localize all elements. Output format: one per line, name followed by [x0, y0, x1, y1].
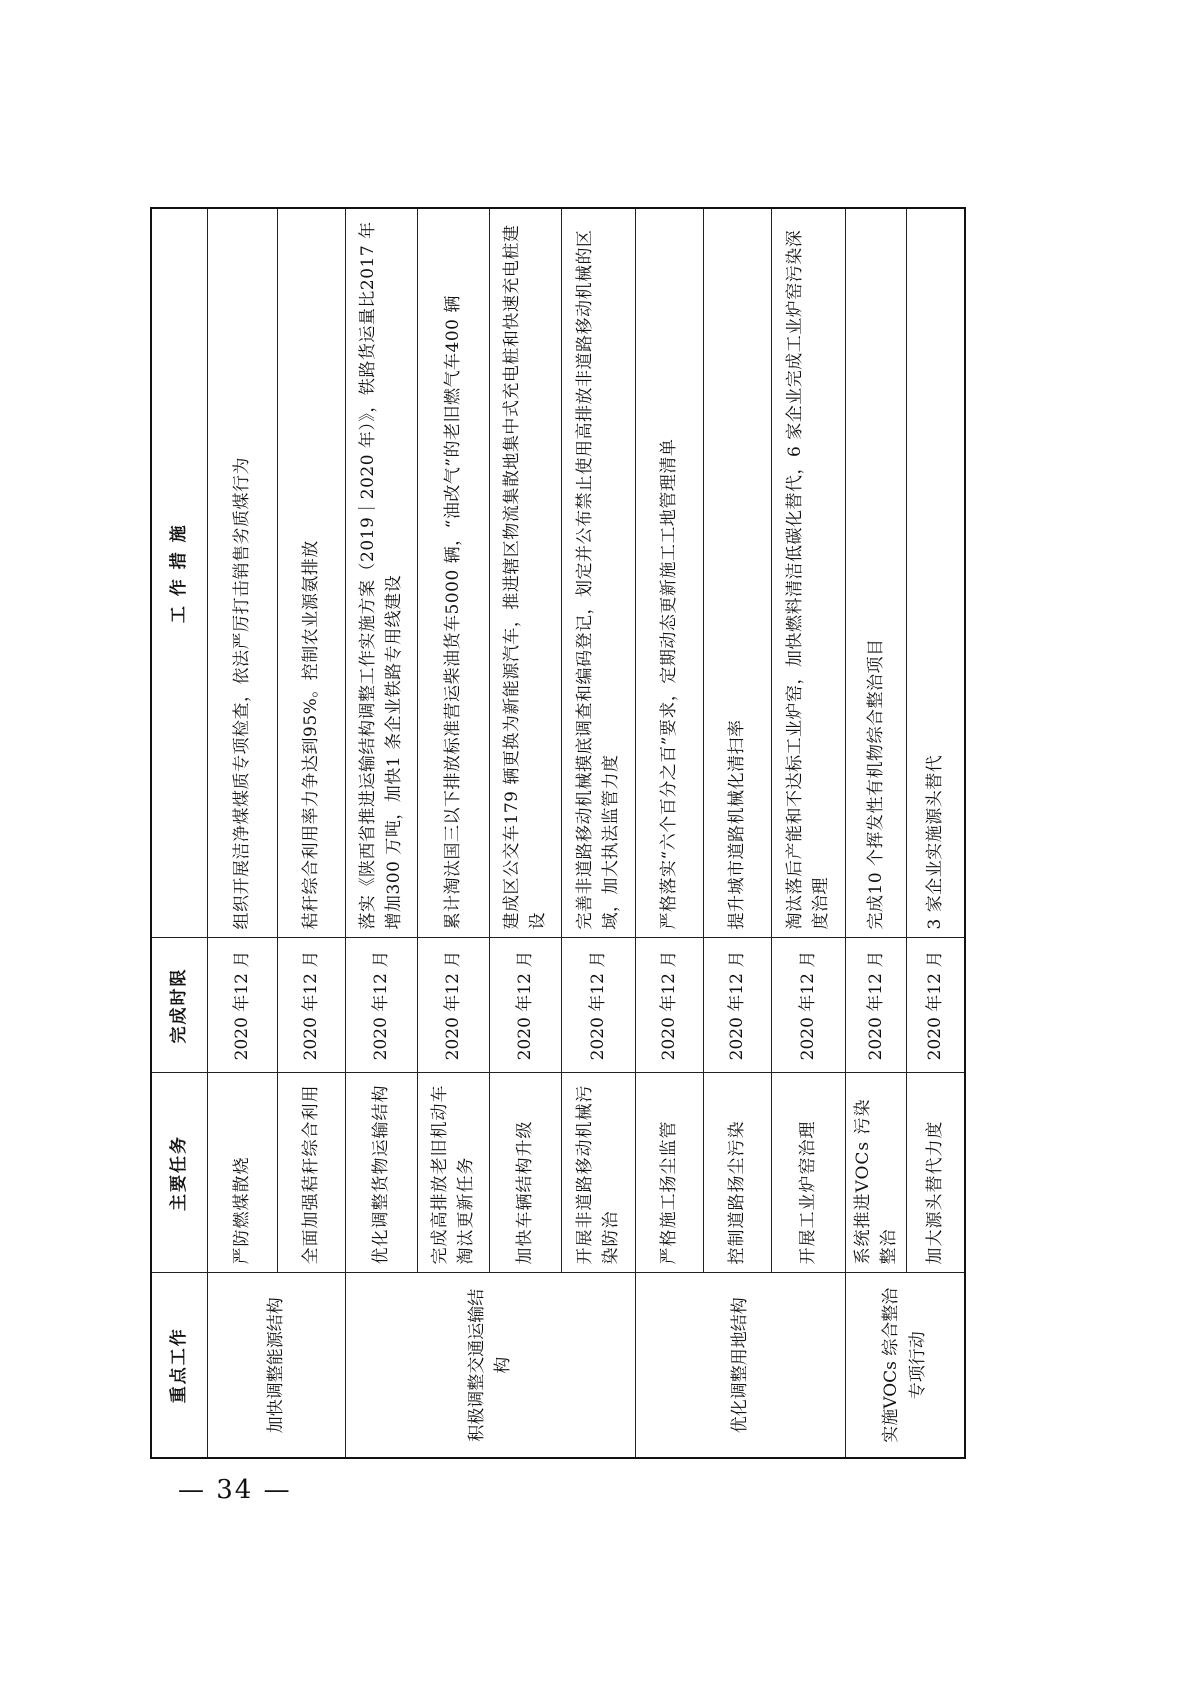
deadline-cell: 2020 年12 月: [277, 938, 345, 1073]
measure-cell: 建成区公交车179 辆更换为新能源汽车，推进辖区物流集散地集中式充电桩和快速充电桩建设: [489, 208, 561, 938]
measure-cell: 完成10 个挥发性有机物综合整治项目: [845, 208, 907, 938]
measure-cell: 累计淘汰国三以下排放标准营运柴油货车5000 辆，“油改气”的老旧燃气车400 辆: [417, 208, 489, 938]
table-row: [635, 208, 703, 1458]
work-plan-table: [150, 207, 966, 1459]
deadline-cell: 2020 年12 月: [771, 938, 845, 1073]
task-cell: 开展非道路移动机械污染防治: [561, 1073, 635, 1273]
measure-cell: 3 家企业实施源头替代: [907, 208, 965, 938]
task-cell: 优化调整货物运输结构: [345, 1073, 417, 1273]
header-main-task: 主要任务: [151, 1073, 207, 1273]
task-cell: 加快车辆结构升级: [489, 1073, 561, 1273]
measure-cell: 提升城市道路机械化清扫率: [703, 208, 771, 938]
measure-cell: 淘汰落后产能和不达标工业炉窑，加快燃料清洁低碳化替代，6 家企业完成工业炉窑污染深度治理: [771, 208, 845, 938]
header-measures: 工 作 措 施: [151, 208, 207, 938]
task-cell: 完成高排放老旧机动车淘汰更新任务: [417, 1073, 489, 1273]
page-number: — 34 —: [178, 1475, 292, 1505]
deadline-cell: 2020 年12 月: [417, 938, 489, 1073]
table-header-row: [151, 208, 207, 1458]
measure-cell: 秸秆综合利用率力争达到95%。控制农业源氨排放: [277, 208, 345, 938]
task-cell: 加大源头替代力度: [907, 1073, 965, 1273]
measure-cell: 组织开展洁净煤煤质专项检查，依法严厉打击销售劣质煤行为: [207, 208, 277, 938]
table-row: [771, 208, 845, 1458]
task-cell: 开展工业炉窑治理: [771, 1073, 845, 1273]
measure-cell: 严格落实“六个百分之百”要求，定期动态更新施工工地管理清单: [635, 208, 703, 938]
deadline-cell: 2020 年12 月: [635, 938, 703, 1073]
table-row: [845, 208, 907, 1458]
header-deadline: 完成时限: [151, 938, 207, 1073]
table-row: [207, 208, 277, 1458]
table-row: [561, 208, 635, 1458]
deadline-cell: 2020 年12 月: [907, 938, 965, 1073]
task-cell: 严格施工扬尘监管: [635, 1073, 703, 1273]
task-cell: 全面加强秸秆综合利用: [277, 1073, 345, 1273]
table-row: [703, 208, 771, 1458]
task-cell: 控制道路扬尘污染: [703, 1073, 771, 1273]
task-cell: 系统推进VOCs 污染整治: [845, 1073, 907, 1273]
measure-cell: 完善非道路移动机械摸底调查和编码登记，划定并公布禁止使用高排放非道路移动机械的区域，加大执法监管力度: [561, 208, 635, 938]
deadline-cell: 2020 年12 月: [345, 938, 417, 1073]
rotated-table-frame: [150, 209, 946, 1459]
key-work-land-use: 优化调整用地结构: [635, 1273, 845, 1458]
table-row: [489, 208, 561, 1458]
table-row: [277, 208, 345, 1458]
key-work-vocs: 实施VOCs 综合整治专项行动: [845, 1273, 965, 1458]
table-row: [345, 208, 417, 1458]
measure-cell: 落实《陕西省推进运输结构调整工作实施方案（2019｜2020 年）》，铁路货运量比2017 年增加300 万吨，加快1 条企业铁路专用线建设: [345, 208, 417, 938]
table-row: [417, 208, 489, 1458]
header-key-work: 重点工作: [151, 1273, 207, 1458]
deadline-cell: 2020 年12 月: [207, 938, 277, 1073]
task-cell: 严防燃煤散烧: [207, 1073, 277, 1273]
table-row: [907, 208, 965, 1458]
deadline-cell: 2020 年12 月: [703, 938, 771, 1073]
deadline-cell: 2020 年12 月: [489, 938, 561, 1073]
deadline-cell: 2020 年12 月: [845, 938, 907, 1073]
key-work-energy: 加快调整能源结构: [207, 1273, 345, 1458]
key-work-transport: 积极调整交通运输结构: [345, 1273, 635, 1458]
deadline-cell: 2020 年12 月: [561, 938, 635, 1073]
